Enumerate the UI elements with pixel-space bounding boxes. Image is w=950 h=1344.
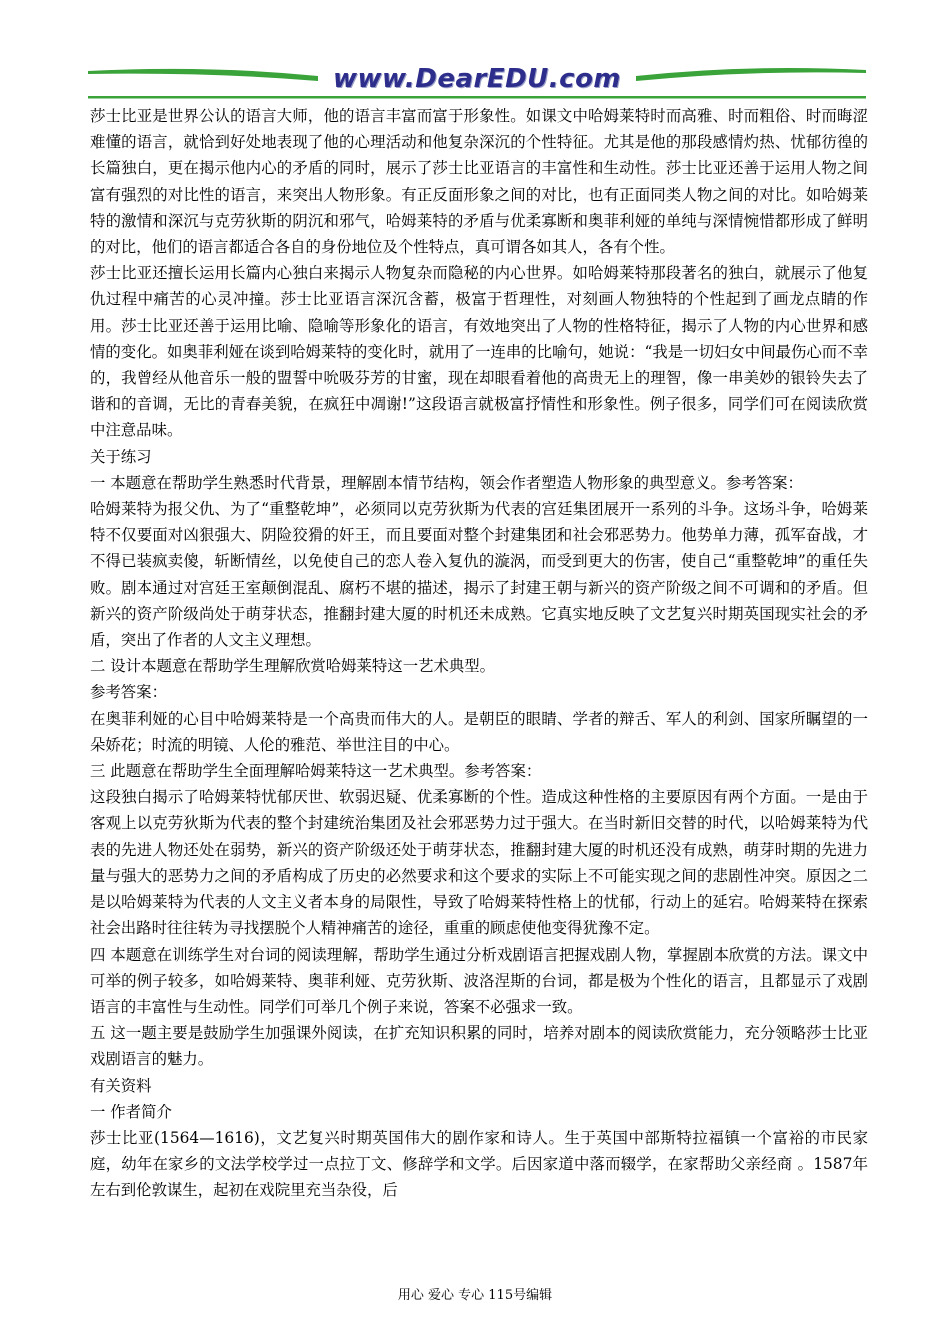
exercise-3-prompt: 三 此题意在帮助学生全面理解哈姆莱特这一艺术典型。参考答案： — [90, 762, 542, 781]
paragraph-monologue: 莎士比亚还擅长运用长篇内心独白来揭示人物复杂而隐秘的内心世界。如哈姆莱特那段著名的独白，就展示了他复仇过程中痛苦的心灵冲撞。莎士比亚语言深沉含蓄，极富于哲理性，对刻画人物独特的个性起到了画龙点睛的作用。莎士比亚还善于运用比喻、隐喻等形象化的语言，有效地突出了人物的性格特征，揭示了人物的内心世界和感情的变化。如奥菲利娅在谈到哈姆莱特的变化时，就用了一连串的比喻句，她说：“我是一切妇女中间最伤心而不幸的，我曾经从他音乐一般的盟誓中吮吸芬芳的甘蜜，现在却眼看着他的高贵无上的理智，像一串美妙的银铃失去了谐和的音调，无比的青春美貌，在疯狂中凋谢!”这段语言就极富抒情性和形象性。例子很多，同学们可在阅读欣赏中注意品味。 — [90, 264, 868, 440]
exercise-3-answer: 这段独白揭示了哈姆莱特忧郁厌世、软弱迟疑、优柔寡断的个性。造成这种性格的主要原因有两个方面。一是由于客观上以克劳狄斯为代表的整个封建统治集团及社会邪恶势力过于强大。在当时新旧交替的时代，以哈姆莱特为代表的先进人物还处在弱势，新兴的资产阶级还处于萌芽状态，推翻封建大厦的时机还没有成熟，萌芽时期的先进力量与强大的恶势力之间的矛盾构成了历史的必然要求和这个要求的实际上不可能实现之间的悲剧性冲突。原因之二是以哈姆莱特为代表的人文主义者本身的局限性，导致了哈姆莱特性格上的忧郁，行动上的延宕。哈姆莱特在探索社会出路时往往转为寻找摆脱个人精神痛苦的途径，重重的顾虑使他变得犹豫不定。 — [90, 788, 868, 938]
exercise-2-prompt: 二 设计本题意在帮助学生理解欣赏哈姆莱特这一艺术典型。 — [90, 657, 496, 676]
header-rule — [88, 96, 866, 99]
document-body — [90, 103, 868, 1204]
paragraph-language-richness: 莎士比亚是世界公认的语言大师，他的语言丰富而富于形象性。如课文中哈姆莱特时而高雅、时而粗俗、时而晦涩难懂的语言，就恰到好处地表现了他的心理活动和他复杂深沉的个性特征。尤其是他的那段感情灼热、忧郁彷徨的长篇独白，更在揭示他内心的矛盾的同时，展示了莎士比亚语言的丰富性和生动性。莎士比亚还善于运用人物之间富有强烈的对比性的语言，来突出人物形象。有正反面形象之间的对比，也有正面同类人物之间的对比。如哈姆莱特的激情和深沉与克劳狄斯的阴沉和邪气，哈姆莱特的矛盾与优柔寡断和奥菲利娅的单纯与深情惋惜都形成了鲜明的对比，他们的语言都适合各自的身份地位及个性特点，真可谓各如其人，各有个性。 — [90, 107, 868, 257]
site-logo: www.DearEDU.com — [332, 64, 622, 94]
site-header — [88, 62, 866, 102]
heading-exercises: 关于练习 — [90, 447, 152, 466]
exercise-2-answer-label: 参考答案： — [90, 683, 167, 702]
paragraph-author-bio: 莎士比亚(1564—1616)，文艺复兴时期英国伟大的剧作家和诗人。生于英国中部斯特拉福镇一个富裕的市民家庭，幼年在家乡的文法学校学过一点拉丁文、修辞学和文学。后因家道中落而辍学，在家帮助父亲经商 。1587年左右到伦敦谋生，起初在戏院里充当杂役，后 — [90, 1128, 868, 1200]
exercise-4: 四 本题意在训练学生对台词的阅读理解，帮助学生通过分析戏剧语言把握戏剧人物，掌握剧本欣赏的方法。课文中可举的例子较多，如哈姆莱特、奥菲利娅、克劳狄斯、波洛涅斯的台词，都是极为个性化的语言，且都显示了戏剧语言的丰富性与生动性。同学们可举几个例子来说，答案不必强求一致。 — [90, 945, 868, 1016]
heading-materials: 有关资料 — [90, 1076, 152, 1095]
exercise-5: 五 这一题主要是鼓励学生加强课外阅读，在扩充知识积累的同时，培养对剧本的阅读欣赏能力，充分领略莎士比亚戏剧语言的魅力。 — [90, 1024, 868, 1069]
page-footer: 用心 爱心 专心 115号编辑 — [397, 1288, 553, 1303]
exercise-1-answer: 哈姆莱特为报父仇、为了“重整乾坤”，必须同以克劳狄斯为代表的宫廷集团展开一系列的斗争。这场斗争，哈姆莱特不仅要面对凶狠强大、阴险狡猾的奸王，而且要面对整个封建集团和社会邪恶势力。他势单力薄，孤军奋战，才不得已装疯卖傻，斩断情丝，以免使自己的恋人卷入复仇的漩涡，而受到更大的伤害，使自己“重整乾坤”的重任失败。剧本通过对宫廷王室颠倒混乱、腐朽不堪的描述，揭示了封建王朝与新兴的资产阶级之间不可调和的矛盾。但新兴的资产阶级尚处于萌芽状态，推翻封建大厦的时机还未成熟。它真实地反映了文艺复兴时期英国现实社会的矛盾，突出了作者的人文主义理想。 — [90, 500, 868, 650]
exercise-2-answer: 在奥菲利娅的心目中哈姆莱特是一个高贵而伟大的人。是朝臣的眼睛、学者的辩舌、军人的利剑、国家所瞩望的一朵娇花；时流的明镜、人伦的雅范、举世注目的中心。 — [90, 709, 868, 754]
exercise-1-prompt: 一 本题意在帮助学生熟悉时代背景，理解剧本情节结构，领会作者塑造人物形象的典型意义。参考答案： — [90, 473, 803, 492]
heading-author-intro: 一 作者简介 — [90, 1102, 172, 1121]
